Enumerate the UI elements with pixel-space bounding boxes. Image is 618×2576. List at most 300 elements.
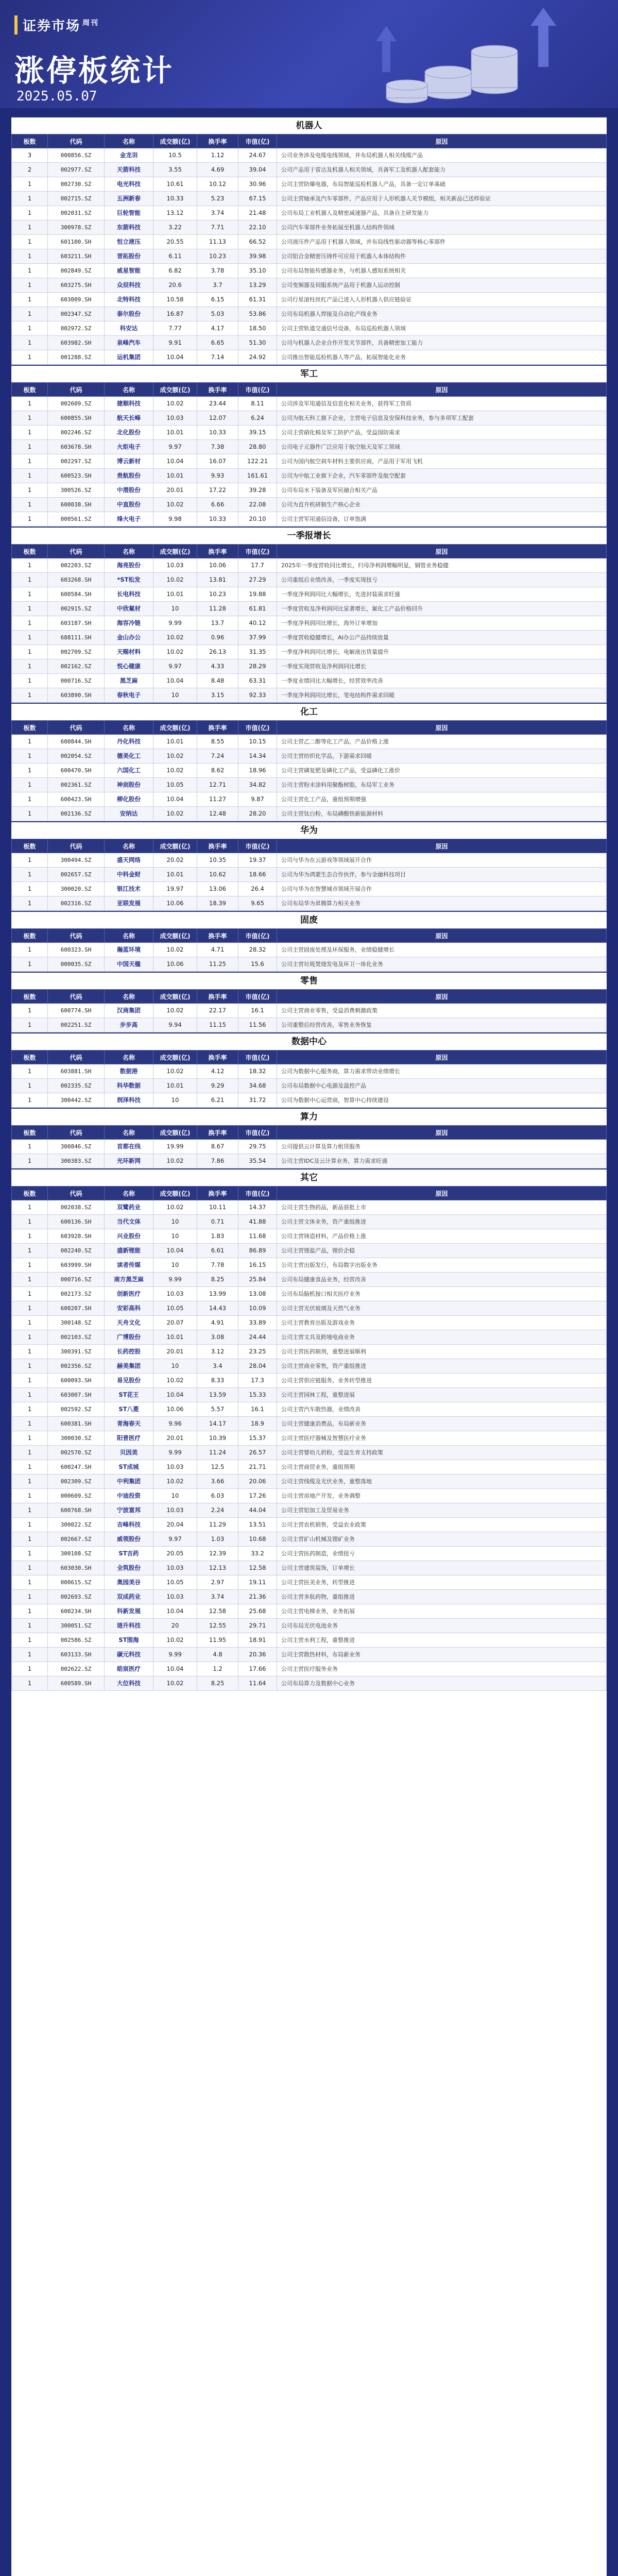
board-count: 1 xyxy=(12,206,48,221)
limit-up-reason: 公司主营轨道交通信号设备，布局巡检机器人领域 xyxy=(277,321,607,336)
table-row[interactable] xyxy=(12,469,607,483)
stock-code: 600423.SH xyxy=(48,792,105,807)
limit-up-reason: 公司为数据中心运营商，智算中心持续建设 xyxy=(277,1093,607,1108)
table-row[interactable] xyxy=(12,264,607,278)
turnover-rate: 12.71 xyxy=(197,778,238,792)
turnover-rate: 26.13 xyxy=(197,645,238,659)
limit-up-reason: 2025年一季度营收同比增长，归母净利润增幅明显，铜管业务稳健 xyxy=(277,558,607,573)
column-header: 名称 xyxy=(105,134,153,148)
board-count: 1 xyxy=(12,1093,48,1108)
limit-up-reason: 公司主营医疗服务业务 xyxy=(277,1662,607,1676)
table-row[interactable] xyxy=(12,1287,607,1301)
turnover: 10.02 xyxy=(153,1064,197,1079)
turnover: 10.01 xyxy=(153,469,197,483)
stock-name: 科安达 xyxy=(105,321,153,336)
stock-code: 000856.SZ xyxy=(48,148,105,163)
stock-code: 300383.SZ xyxy=(48,1154,105,1168)
table-row[interactable] xyxy=(12,1575,607,1590)
table-row[interactable] xyxy=(12,896,607,911)
market-cap: 17.3 xyxy=(238,1374,277,1388)
table-row[interactable] xyxy=(12,1273,607,1287)
turnover-rate: 1.03 xyxy=(197,1532,238,1547)
table-row[interactable] xyxy=(12,1316,607,1330)
table-row[interactable] xyxy=(12,1402,607,1417)
table-row[interactable] xyxy=(12,853,607,868)
table-row[interactable] xyxy=(12,1532,607,1547)
stock-code: 002592.SZ xyxy=(48,1402,105,1417)
limit-up-reason: 公司布局健康食品业务，经营改善 xyxy=(277,1273,607,1287)
limit-up-reason: 公司布局脑机接口相关医疗业务 xyxy=(277,1287,607,1301)
limit-up-reason: 公司主营医美业务，转型推进 xyxy=(277,1575,607,1590)
table-row[interactable] xyxy=(12,249,607,264)
table-row[interactable] xyxy=(12,235,607,249)
column-header: 名称 xyxy=(105,929,153,943)
board-count: 1 xyxy=(12,688,48,703)
limit-up-reason: 公司主营园林工程，重整进展 xyxy=(277,1388,607,1402)
sector-title: 机器人 xyxy=(11,116,607,134)
table-row[interactable] xyxy=(12,1518,607,1532)
board-count: 1 xyxy=(12,1604,48,1619)
table-row[interactable] xyxy=(12,659,607,674)
table-row[interactable] xyxy=(12,1330,607,1345)
turnover: 19.99 xyxy=(153,1140,197,1154)
turnover-rate: 6.15 xyxy=(197,293,238,307)
sector-section xyxy=(11,821,607,911)
table-row[interactable] xyxy=(12,645,607,659)
table-row[interactable] xyxy=(12,1503,607,1518)
limit-up-reason: 公司主营钛白粉，布局磷酸铁新能源材料 xyxy=(277,807,607,821)
limit-up-reason: 公司主营农机销售，受益农业政策 xyxy=(277,1518,607,1532)
turnover: 10.02 xyxy=(153,1633,197,1648)
board-count: 1 xyxy=(12,1590,48,1604)
board-count: 1 xyxy=(12,1258,48,1273)
stock-name: 五洲新春 xyxy=(105,192,153,206)
board-count: 1 xyxy=(12,573,48,587)
table-row[interactable] xyxy=(12,512,607,527)
market-cap: 15.33 xyxy=(238,1388,277,1402)
column-header: 名称 xyxy=(105,1187,153,1200)
column-header: 原因 xyxy=(277,839,607,853)
column-header: 原因 xyxy=(277,929,607,943)
turnover: 10.01 xyxy=(153,587,197,602)
market-cap: 33.2 xyxy=(238,1547,277,1561)
stock-table xyxy=(11,720,607,821)
table-row[interactable] xyxy=(12,483,607,498)
table-row[interactable] xyxy=(12,1345,607,1359)
table-row[interactable] xyxy=(12,1215,607,1229)
stock-code: 002347.SZ xyxy=(48,307,105,321)
table-row[interactable] xyxy=(12,411,607,426)
market-cap: 28.32 xyxy=(238,943,277,957)
stock-code: 002849.SZ xyxy=(48,264,105,278)
table-row[interactable] xyxy=(12,1064,607,1079)
table-row[interactable] xyxy=(12,498,607,512)
stock-code: 002316.SZ xyxy=(48,896,105,911)
table-row[interactable] xyxy=(12,1417,607,1431)
market-cap: 86.89 xyxy=(238,1244,277,1258)
stock-code: 603275.SH xyxy=(48,278,105,293)
limit-up-reason: 一季度营收稳健增长，AI办公产品持续放量 xyxy=(277,631,607,645)
column-header: 名称 xyxy=(105,839,153,853)
turnover-rate: 0.71 xyxy=(197,1215,238,1229)
board-count: 1 xyxy=(12,558,48,573)
stock-table xyxy=(11,1186,607,1691)
column-header: 成交额(亿) xyxy=(153,929,197,943)
market-cap: 19.11 xyxy=(238,1575,277,1590)
limit-up-reason: 公司主营铸造材料，产品价格上涨 xyxy=(277,1229,607,1244)
board-count: 1 xyxy=(12,1374,48,1388)
column-header: 换手率 xyxy=(197,990,238,1004)
board-count: 1 xyxy=(12,853,48,868)
limit-up-reason: 公司涉及军用通信及信息化相关业务，获得军工资质 xyxy=(277,397,607,411)
market-cap: 37.99 xyxy=(238,631,277,645)
board-count: 1 xyxy=(12,764,48,778)
stock-table xyxy=(11,544,607,703)
column-header: 名称 xyxy=(105,1126,153,1140)
stock-name: 泉峰汽车 xyxy=(105,336,153,350)
column-header: 市值(亿) xyxy=(238,134,277,148)
table-row[interactable] xyxy=(12,688,607,703)
limit-up-reason: 公司为航天科工旗下企业，主营电子信息及安保科技业务，参与多项军工配套 xyxy=(277,411,607,426)
table-row[interactable] xyxy=(12,1676,607,1691)
market-cap: 30.96 xyxy=(238,177,277,192)
table-row[interactable] xyxy=(12,1154,607,1168)
market-cap: 40.12 xyxy=(238,616,277,631)
turnover: 10.02 xyxy=(153,573,197,587)
stock-name: 春秋电子 xyxy=(105,688,153,703)
turnover: 10.01 xyxy=(153,426,197,440)
column-header: 原因 xyxy=(277,1187,607,1200)
turnover: 10.02 xyxy=(153,1004,197,1018)
market-cap: 22.10 xyxy=(238,221,277,235)
board-count: 1 xyxy=(12,1503,48,1518)
table-row[interactable] xyxy=(12,587,607,602)
market-cap: 15.37 xyxy=(238,1431,277,1446)
stock-code: 002246.SZ xyxy=(48,426,105,440)
turnover-rate: 13.99 xyxy=(197,1287,238,1301)
table-row[interactable] xyxy=(12,807,607,821)
turnover: 10.05 xyxy=(153,1301,197,1316)
table-row[interactable] xyxy=(12,1018,607,1032)
board-count: 1 xyxy=(12,1575,48,1590)
stock-code: 000716.SZ xyxy=(48,674,105,688)
column-header: 代码 xyxy=(48,839,105,853)
board-count: 1 xyxy=(12,674,48,688)
column-header: 市值(亿) xyxy=(238,383,277,397)
table-row[interactable] xyxy=(12,1079,607,1093)
table-row[interactable] xyxy=(12,957,607,972)
market-cap: 10.15 xyxy=(238,735,277,749)
table-row[interactable] xyxy=(12,336,607,350)
table-row[interactable] xyxy=(12,616,607,631)
board-count: 1 xyxy=(12,1446,48,1460)
stock-code: 600855.SH xyxy=(48,411,105,426)
stock-name: 巨轮智能 xyxy=(105,206,153,221)
turnover: 20.01 xyxy=(153,1345,197,1359)
table-row[interactable] xyxy=(12,350,607,365)
limit-up-reason: 公司与华为在智慧城市领域开展合作 xyxy=(277,882,607,896)
sector-section xyxy=(11,911,607,972)
table-row[interactable] xyxy=(12,868,607,882)
stock-code: 002977.SZ xyxy=(48,163,105,177)
market-cap: 39.28 xyxy=(238,483,277,498)
stock-code: 002203.SZ xyxy=(48,558,105,573)
turnover-rate: 10.23 xyxy=(197,249,238,264)
table-row[interactable] xyxy=(12,882,607,896)
stock-table xyxy=(11,928,607,972)
table-row[interactable] xyxy=(12,192,607,206)
table-row[interactable] xyxy=(12,1244,607,1258)
turnover: 20.6 xyxy=(153,278,197,293)
market-cap: 20.10 xyxy=(238,512,277,527)
stock-code: 603982.SH xyxy=(48,336,105,350)
column-header: 名称 xyxy=(105,545,153,558)
stock-code: 603211.SH xyxy=(48,249,105,264)
stock-name: 读者传媒 xyxy=(105,1258,153,1273)
stock-code: 002715.SZ xyxy=(48,192,105,206)
stock-code: 300391.SZ xyxy=(48,1345,105,1359)
table-row[interactable] xyxy=(12,1460,607,1475)
board-count: 1 xyxy=(12,192,48,206)
stock-name: 神剑股份 xyxy=(105,778,153,792)
board-count: 1 xyxy=(12,807,48,821)
column-header: 代码 xyxy=(48,134,105,148)
stock-name: 亚联发展 xyxy=(105,896,153,911)
table-row[interactable] xyxy=(12,1431,607,1446)
stock-name: 中直股份 xyxy=(105,498,153,512)
board-count: 1 xyxy=(12,1460,48,1475)
limit-up-reason: 公司主营商业零售，受益消费刺激政策 xyxy=(277,1004,607,1018)
table-row[interactable] xyxy=(12,1648,607,1662)
table-row[interactable] xyxy=(12,278,607,293)
stock-code: 002173.SZ xyxy=(48,1287,105,1301)
table-row[interactable] xyxy=(12,631,607,645)
board-count: 1 xyxy=(12,1140,48,1154)
turnover-rate: 11.25 xyxy=(197,957,238,972)
turnover-rate: 16.07 xyxy=(197,454,238,469)
table-row[interactable] xyxy=(12,674,607,688)
turnover: 10.02 xyxy=(153,1676,197,1691)
limit-up-reason: 公司提供云计算及算力租赁服务 xyxy=(277,1140,607,1154)
board-count: 1 xyxy=(12,602,48,616)
market-cap: 22.08 xyxy=(238,498,277,512)
turnover-rate: 22.17 xyxy=(197,1004,238,1018)
table-row[interactable] xyxy=(12,764,607,778)
turnover-rate: 0.96 xyxy=(197,631,238,645)
stock-code: 300526.SZ xyxy=(48,483,105,498)
table-row[interactable] xyxy=(12,735,607,749)
table-row[interactable] xyxy=(12,1590,607,1604)
table-row[interactable] xyxy=(12,1301,607,1316)
table-row[interactable] xyxy=(12,1561,607,1575)
table-row[interactable] xyxy=(12,1633,607,1648)
turnover-rate: 4.33 xyxy=(197,659,238,674)
table-row[interactable] xyxy=(12,221,607,235)
turnover-rate: 14.17 xyxy=(197,1417,238,1431)
limit-up-reason: 公司重整后经营改善，零售业务恢复 xyxy=(277,1018,607,1032)
table-row[interactable] xyxy=(12,1619,607,1633)
stock-name: 当代文体 xyxy=(105,1215,153,1229)
limit-up-reason: 公司布局工业机器人及精密减速器产品，具备自主研发能力 xyxy=(277,206,607,221)
turnover: 10.02 xyxy=(153,1475,197,1489)
table-row[interactable] xyxy=(12,177,607,192)
table-row[interactable] xyxy=(12,426,607,440)
board-count: 1 xyxy=(12,498,48,512)
stock-name: 金龙羽 xyxy=(105,148,153,163)
turnover: 10.01 xyxy=(153,868,197,882)
column-header: 成交额(亿) xyxy=(153,1126,197,1140)
market-cap: 24.67 xyxy=(238,148,277,163)
turnover-rate: 8.67 xyxy=(197,1140,238,1154)
sector-section xyxy=(11,972,607,1032)
stock-name: 全筑股份 xyxy=(105,1561,153,1575)
table-row[interactable] xyxy=(12,778,607,792)
stock-code: 603009.SH xyxy=(48,293,105,307)
stock-code: 603999.SH xyxy=(48,1258,105,1273)
stock-code: 300846.SZ xyxy=(48,1140,105,1154)
board-count: 1 xyxy=(12,868,48,882)
column-header: 换手率 xyxy=(197,721,238,735)
board-count: 1 xyxy=(12,1244,48,1258)
limit-up-reason: 公司布局华为昇腾算力相关业务 xyxy=(277,896,607,911)
board-count: 1 xyxy=(12,321,48,336)
turnover-rate: 10.39 xyxy=(197,1431,238,1446)
sector-section xyxy=(11,116,607,365)
stock-name: 德美化工 xyxy=(105,749,153,764)
table-row[interactable] xyxy=(12,1229,607,1244)
turnover-rate: 10.35 xyxy=(197,853,238,868)
turnover-rate: 6.66 xyxy=(197,498,238,512)
stock-name: 中迪投资 xyxy=(105,1489,153,1503)
table-row[interactable] xyxy=(12,148,607,163)
stock-table xyxy=(11,1050,607,1108)
table-row[interactable] xyxy=(12,1475,607,1489)
turnover: 20.02 xyxy=(153,853,197,868)
table-row[interactable] xyxy=(12,749,607,764)
stock-name: 众辰科技 xyxy=(105,278,153,293)
table-row[interactable] xyxy=(12,573,607,587)
stock-table xyxy=(11,839,607,911)
board-count: 1 xyxy=(12,1518,48,1532)
turnover: 10.02 xyxy=(153,397,197,411)
table-row[interactable] xyxy=(12,307,607,321)
turnover-rate: 12.48 xyxy=(197,807,238,821)
turnover: 9.91 xyxy=(153,336,197,350)
stock-code: 002038.SZ xyxy=(48,1200,105,1215)
limit-up-reason: 公司主营文体业务，资产重组推进 xyxy=(277,1215,607,1229)
turnover: 20.01 xyxy=(153,1431,197,1446)
stock-code: 002667.SZ xyxy=(48,1532,105,1547)
column-header: 市值(亿) xyxy=(238,839,277,853)
table-row[interactable] xyxy=(12,1200,607,1215)
limit-up-reason: 公司主营轴承及汽车零部件，产品应用于人形机器人关节模组，相关新品已送样验证 xyxy=(277,192,607,206)
stock-code: 002031.SZ xyxy=(48,206,105,221)
column-header: 换手率 xyxy=(197,545,238,558)
stock-name: *ST松发 xyxy=(105,573,153,587)
market-cap: 18.91 xyxy=(238,1633,277,1648)
limit-up-reason: 一季度实现营收及净利润同比增长 xyxy=(277,659,607,674)
market-cap: 31.72 xyxy=(238,1093,277,1108)
table-row[interactable] xyxy=(12,1547,607,1561)
turnover: 10.01 xyxy=(153,1330,197,1345)
column-header: 名称 xyxy=(105,1050,153,1064)
turnover-rate: 10.06 xyxy=(197,558,238,573)
stock-name: 汉商集团 xyxy=(105,1004,153,1018)
turnover-rate: 12.07 xyxy=(197,411,238,426)
turnover-rate: 12.5 xyxy=(197,1460,238,1475)
table-row[interactable] xyxy=(12,1093,607,1108)
market-cap: 21.71 xyxy=(238,1460,277,1475)
table-row[interactable] xyxy=(12,454,607,469)
turnover: 10.04 xyxy=(153,1388,197,1402)
board-count: 1 xyxy=(12,264,48,278)
table-row[interactable] xyxy=(12,1374,607,1388)
market-cap: 11.64 xyxy=(238,1676,277,1691)
turnover-rate: 7.78 xyxy=(197,1258,238,1273)
table-row[interactable] xyxy=(12,1004,607,1018)
limit-up-reason: 公司主营矿山机械及锂矿业务 xyxy=(277,1532,607,1547)
market-cap: 19.37 xyxy=(238,853,277,868)
turnover-rate: 23.44 xyxy=(197,397,238,411)
stock-code: 688111.SH xyxy=(48,631,105,645)
table-row[interactable] xyxy=(12,1662,607,1676)
stock-name: 运机集团 xyxy=(105,350,153,365)
table-row[interactable] xyxy=(12,1359,607,1374)
table-row[interactable] xyxy=(12,1489,607,1503)
stock-name: ST围海 xyxy=(105,1633,153,1648)
table-row[interactable] xyxy=(12,321,607,336)
table-row[interactable] xyxy=(12,1388,607,1402)
table-row[interactable] xyxy=(12,397,607,411)
table-row[interactable] xyxy=(12,1604,607,1619)
limit-up-reason: 公司主营防爆电器，布局智能巡检机器人产品，具备一定订单基础 xyxy=(277,177,607,192)
turnover: 10.02 xyxy=(153,631,197,645)
column-header: 原因 xyxy=(277,383,607,397)
table-row[interactable] xyxy=(12,1258,607,1273)
column-header: 市值(亿) xyxy=(238,545,277,558)
table-row[interactable] xyxy=(12,602,607,616)
column-header: 成交额(亿) xyxy=(153,1050,197,1064)
stock-name: 丹化科技 xyxy=(105,735,153,749)
table-row[interactable] xyxy=(12,293,607,307)
table-row[interactable] xyxy=(12,558,607,573)
board-count: 1 xyxy=(12,645,48,659)
turnover-rate: 3.15 xyxy=(197,688,238,703)
stock-name: 盛天网络 xyxy=(105,853,153,868)
table-row[interactable] xyxy=(12,1140,607,1154)
market-cap: 39.04 xyxy=(238,163,277,177)
stock-name: 贵航股份 xyxy=(105,469,153,483)
table-row[interactable] xyxy=(12,792,607,807)
stock-name: 中潜股份 xyxy=(105,483,153,498)
column-header: 换手率 xyxy=(197,383,238,397)
table-row[interactable] xyxy=(12,943,607,957)
turnover-rate: 3.78 xyxy=(197,264,238,278)
table-row[interactable] xyxy=(12,163,607,177)
market-cap: 161.61 xyxy=(238,469,277,483)
market-cap: 11.56 xyxy=(238,1018,277,1032)
stock-code: 000615.SZ xyxy=(48,1575,105,1590)
stock-name: 北特科技 xyxy=(105,293,153,307)
market-cap: 21.36 xyxy=(238,1590,277,1604)
turnover: 10.04 xyxy=(153,674,197,688)
table-row[interactable] xyxy=(12,440,607,454)
sector-title: 化工 xyxy=(11,703,607,720)
turnover: 10.04 xyxy=(153,1662,197,1676)
sector-title: 军工 xyxy=(11,365,607,382)
table-row[interactable] xyxy=(12,1446,607,1460)
table-row[interactable] xyxy=(12,206,607,221)
